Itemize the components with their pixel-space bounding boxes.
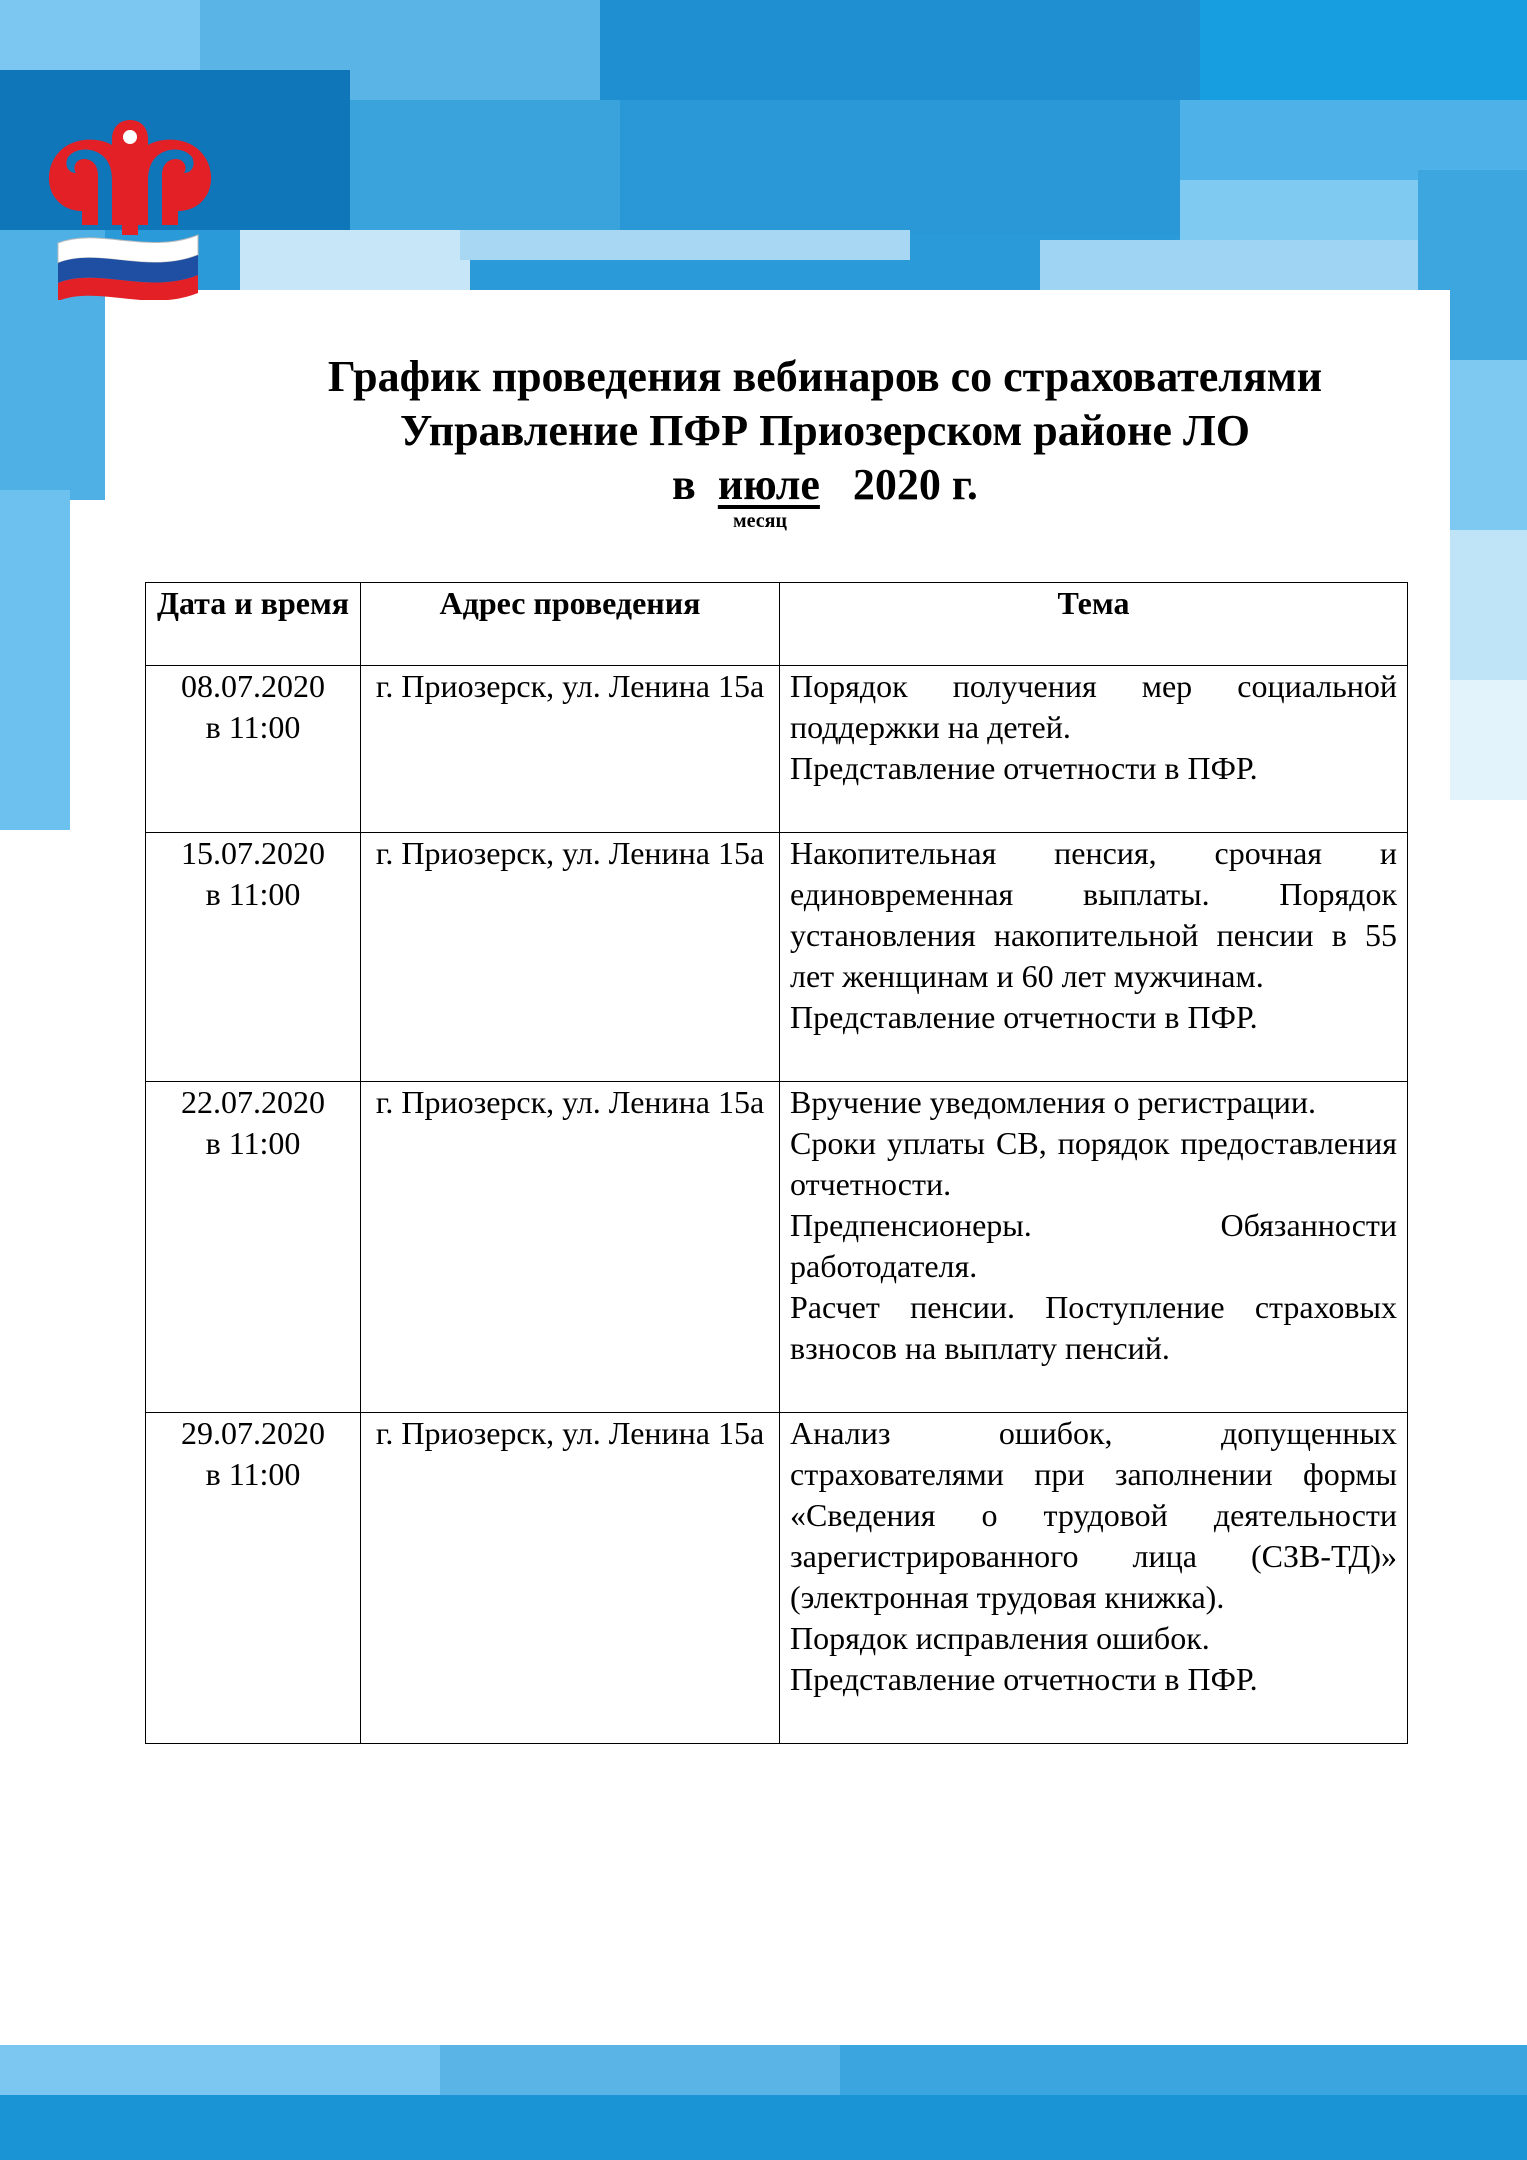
table-row [146,1082,1408,1413]
header-date: Дата и время [146,583,361,666]
background-block [1448,530,1527,680]
table-row [146,666,1408,833]
time-value: в 11:00 [205,1456,301,1492]
header-topic: Тема [780,583,1408,666]
topic-paragraph: Представление отчетности в ПФР. [790,999,1258,1035]
background-block [350,100,620,230]
footer-block [0,2045,440,2095]
topic-paragraph: Вручение уведомления о регистрации. [790,1084,1317,1120]
table-header-row [146,583,1408,666]
background-block [1448,680,1527,800]
cell-date [146,1413,361,1744]
cell-address: г. Приозерск, ул. Ленина 15а [361,833,780,1082]
topic-paragraph: Анализ ошибок, допущенных страхователями при заполнении формы «Сведения о трудовой деятельности зарегистрированного лица (СЗВ-ТД)» (электронная трудовая книжка). [790,1415,1397,1615]
background-block [0,490,70,830]
header-address: Адрес проведения [361,583,780,666]
topic-paragraph: Накопительная пенсия, срочная и единовременная выплаты. Порядок установления накопительной пенсии в 55 лет женщинам и 60 лет мужчинам. [790,835,1397,994]
table-row [146,1413,1408,1744]
pfr-logo-icon [38,115,223,300]
cell-topic [780,1082,1408,1413]
cell-address: г. Приозерск, ул. Ленина 15а [361,666,780,833]
cell-date [146,1082,361,1413]
time-value: в 11:00 [205,1125,301,1161]
date-value: 22.07.2020 [181,1084,325,1120]
cell-topic [780,833,1408,1082]
background-block [1180,100,1527,180]
title-line-1: График проведения вебинаров со страхователями [327,352,1323,401]
topic-paragraph: Сроки уплаты СВ, порядок предоставления отчетности. [790,1125,1397,1202]
cell-date [146,833,361,1082]
table-row [146,833,1408,1082]
background-block [600,0,1200,100]
topic-paragraph: Представление отчетности в ПФР. [790,750,1258,786]
cell-date [146,666,361,833]
date-value: 08.07.2020 [181,668,325,704]
date-value: 29.07.2020 [181,1415,325,1451]
schedule-table [145,582,1408,1744]
topic-paragraph: Порядок получения мер социальной поддержки на детей. [790,668,1397,745]
footer-block [0,2095,1527,2160]
topic-paragraph: Представление отчетности в ПФР. [790,1661,1258,1697]
footer-block [440,2045,840,2095]
background-block [620,100,1180,235]
footer-block [840,2045,1527,2095]
time-value: в 11:00 [205,709,301,745]
title-line-3 [150,458,1500,512]
date-value: 15.07.2020 [181,835,325,871]
topic-paragraph: Порядок исправления ошибок. [790,1620,1210,1656]
background-block [240,230,470,290]
topic-paragraph: Расчет пенсии. Поступление страховых взносов на выплату пенсий. [790,1289,1397,1366]
document-title [150,350,1500,512]
title-prefix: в [672,460,696,509]
background-block [460,230,910,260]
cell-topic [780,666,1408,833]
cell-address: г. Приозерск, ул. Ленина 15а [361,1413,780,1744]
time-value: в 11:00 [205,876,301,912]
title-month: июле [717,460,820,509]
cell-topic [780,1413,1408,1744]
title-line-2: Управление ПФР Приозерском районе ЛО [400,406,1250,455]
background-block [1200,0,1527,100]
month-caption: месяц [733,510,787,532]
cell-address: г. Приозерск, ул. Ленина 15а [361,1082,780,1413]
title-year: 2020 г. [852,460,978,509]
topic-paragraph: Предпенсионеры. Обязанности работодателя. [790,1207,1397,1284]
